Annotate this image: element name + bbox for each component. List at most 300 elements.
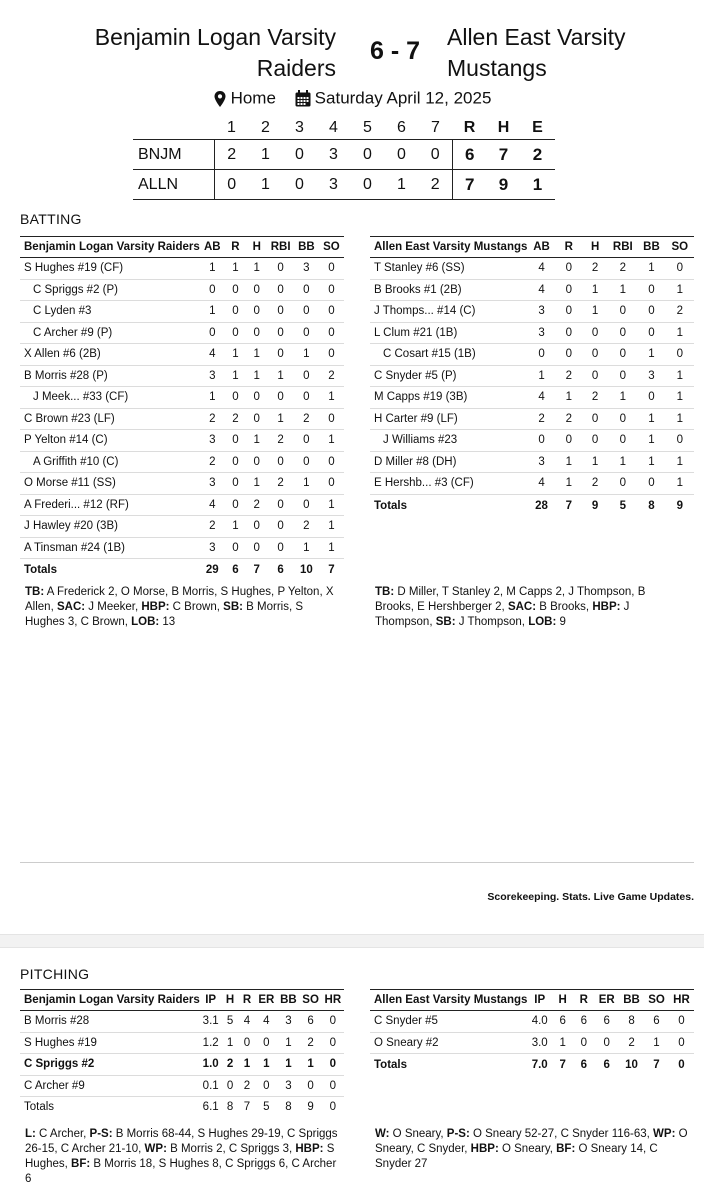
stat-cell: 0 xyxy=(669,1032,694,1054)
stat-cell: 1 xyxy=(319,537,344,559)
player-name: L Clum #21 (1B) xyxy=(370,322,527,344)
stat-cell: 1 xyxy=(527,365,555,387)
note-label: HBP: xyxy=(592,601,621,613)
player-name: S Hughes #19 xyxy=(20,1032,200,1054)
column-header-so: SO xyxy=(644,990,669,1011)
player-name: B Morris #28 xyxy=(20,1011,200,1033)
hits-total: 9 xyxy=(487,170,521,200)
stat-cell: 2 xyxy=(582,258,608,280)
note-label: SB: xyxy=(223,601,243,613)
totals-cell: 8 xyxy=(637,494,665,517)
stat-cell: 0 xyxy=(608,430,637,452)
stat-cell: 1 xyxy=(556,387,582,409)
stat-cell: 1 xyxy=(277,1032,299,1054)
player-name: O Morse #11 (SS) xyxy=(20,473,200,495)
player-name: E Hershb... #3 (CF) xyxy=(370,473,527,495)
stat-cell: 3 xyxy=(200,365,225,387)
inning-4-header: 4 xyxy=(329,119,338,136)
stat-cell: 3 xyxy=(527,301,555,323)
totals-cell: 7 xyxy=(556,494,582,517)
note-label: W: xyxy=(375,1128,390,1140)
away-team-name xyxy=(447,22,697,84)
column-header-bb: BB xyxy=(637,237,665,258)
column-header-rbi: RBI xyxy=(608,237,637,258)
note-text: B Morris 18, S Hughes 8, C Spriggs 6, C Archer 6 xyxy=(25,1158,337,1185)
inning-7-header: 7 xyxy=(431,119,440,136)
stat-cell: 4 xyxy=(200,344,225,366)
stat-cell: 0 xyxy=(267,537,293,559)
stat-cell: 1 xyxy=(246,473,267,495)
note-label: TB: xyxy=(25,586,45,598)
team-name-header: Benjamin Logan Varsity Raiders xyxy=(20,237,200,258)
stat-cell: 1 xyxy=(267,365,293,387)
stat-cell: 0 xyxy=(319,473,344,495)
table-row xyxy=(370,344,694,366)
stat-cell: 0 xyxy=(267,494,293,516)
stat-cell: 0 xyxy=(527,344,555,366)
pitching-notes-home xyxy=(25,1127,345,1187)
stat-cell: 1 xyxy=(666,473,694,495)
stat-cell: 1 xyxy=(200,258,225,280)
stat-cell: 2 xyxy=(294,516,319,538)
stat-cell: 0 xyxy=(319,279,344,301)
game-date: Saturday April 12, 2025 xyxy=(314,88,492,108)
totals-cell: 5 xyxy=(255,1097,277,1118)
stat-cell: 0 xyxy=(608,301,637,323)
stat-cell: 0 xyxy=(608,365,637,387)
stat-cell: 1 xyxy=(582,301,608,323)
player-name: A Frederi... #12 (RF) xyxy=(20,494,200,516)
pitching-table-home xyxy=(20,989,344,1118)
player-name: X Allen #6 (2B) xyxy=(20,344,200,366)
note-text: O Sneary 14, C Snyder 27 xyxy=(375,1143,658,1170)
stat-cell: 2 xyxy=(582,473,608,495)
stat-cell: 1 xyxy=(666,387,694,409)
column-header-h: H xyxy=(582,237,608,258)
stat-cell: 0 xyxy=(225,430,246,452)
stat-cell: 1 xyxy=(608,387,637,409)
stat-cell: 0 xyxy=(267,279,293,301)
column-header-er: ER xyxy=(255,990,277,1011)
stat-cell: 0 xyxy=(319,301,344,323)
stat-cell: 1 xyxy=(225,516,246,538)
note-text: C Archer, xyxy=(35,1128,90,1140)
totals-label: Totals xyxy=(20,559,200,582)
table-row xyxy=(370,1032,694,1054)
venue-label: Home xyxy=(230,88,276,108)
batting-notes-home xyxy=(25,585,335,630)
note-text: J Thompson, xyxy=(455,616,529,628)
stat-cell: 1 xyxy=(255,1054,277,1076)
stat-cell: 0 xyxy=(608,322,637,344)
stat-cell: 0 xyxy=(594,1032,619,1054)
table-row xyxy=(20,451,344,473)
stat-cell: 2 xyxy=(608,258,637,280)
note-text: 9 xyxy=(556,616,566,628)
column-header-r: R xyxy=(225,237,246,258)
linescore-row-away xyxy=(133,170,555,200)
stat-cell: 1 xyxy=(267,408,293,430)
stat-cell: 1 xyxy=(319,430,344,452)
stat-cell: 0 xyxy=(246,537,267,559)
stat-cell: 1 xyxy=(294,344,319,366)
stat-cell: 0 xyxy=(225,301,246,323)
home-team-name-line2: Raiders xyxy=(256,55,336,81)
stat-cell: 4.0 xyxy=(527,1011,552,1033)
inning-score: 2 xyxy=(215,140,249,170)
table-header-row xyxy=(20,990,344,1011)
column-header-bb: BB xyxy=(619,990,644,1011)
team-name-header: Allen East Varsity Mustangs xyxy=(370,237,527,258)
stat-cell: 0 xyxy=(637,279,665,301)
stat-cell: 2 xyxy=(319,365,344,387)
stat-cell: 0 xyxy=(608,344,637,366)
totals-cell: 6 xyxy=(225,559,246,582)
note-label: SAC: xyxy=(507,601,537,613)
note-text: 13 xyxy=(159,616,176,628)
stat-cell: 4 xyxy=(527,279,555,301)
column-header-hr: HR xyxy=(669,990,694,1011)
totals-row xyxy=(370,494,694,517)
stat-cell: 3 xyxy=(527,322,555,344)
totals-cell: 7.0 xyxy=(527,1054,552,1077)
stat-cell: 6 xyxy=(573,1011,594,1033)
totals-cell: 10 xyxy=(619,1054,644,1077)
player-name: P Yelton #14 (C) xyxy=(20,430,200,452)
stat-cell: 2 xyxy=(582,387,608,409)
stat-cell: 0 xyxy=(294,301,319,323)
stat-cell: 0 xyxy=(225,494,246,516)
note-text: J Meeker, xyxy=(85,601,142,613)
player-name: J Hawley #20 (3B) xyxy=(20,516,200,538)
stat-cell: 1 xyxy=(666,279,694,301)
totals-cell: 8 xyxy=(277,1097,299,1118)
note-text: A Frederick 2, O Morse, B Morris, S Hughes, P Yelton, X Allen, xyxy=(25,586,334,613)
column-header-ab: AB xyxy=(527,237,555,258)
table-row xyxy=(20,1054,344,1076)
inning-score: 0 xyxy=(351,170,385,200)
stat-cell: 0 xyxy=(246,279,267,301)
stat-cell: 0 xyxy=(267,451,293,473)
inning-score: 1 xyxy=(249,140,283,170)
stat-cell: 2 xyxy=(200,516,225,538)
stat-cell: 8 xyxy=(619,1011,644,1033)
page-break-band xyxy=(0,934,704,948)
note-text: O Sneary, C Snyder, xyxy=(375,1128,688,1155)
stat-cell: 1 xyxy=(666,408,694,430)
stat-cell: 1 xyxy=(225,258,246,280)
stat-cell: 0 xyxy=(267,387,293,409)
stat-cell: 0 xyxy=(669,1011,694,1033)
totals-cell: 7 xyxy=(552,1054,573,1077)
stat-cell: 3 xyxy=(527,451,555,473)
table-row xyxy=(370,301,694,323)
inning-score: 3 xyxy=(317,140,351,170)
note-label: BF: xyxy=(556,1143,576,1155)
stat-cell: 0 xyxy=(556,301,582,323)
totals-cell: 6 xyxy=(594,1054,619,1077)
player-name: J Meek... #33 (CF) xyxy=(20,387,200,409)
stat-cell: 1.2 xyxy=(200,1032,222,1054)
stat-cell: 2 xyxy=(556,365,582,387)
footer-tagline: Scorekeeping. Stats. Live Game Updates. xyxy=(487,891,694,903)
column-header-er: ER xyxy=(594,990,619,1011)
stat-cell: 0 xyxy=(608,408,637,430)
totals-cell: 7 xyxy=(246,559,267,582)
stat-cell: 1 xyxy=(239,1054,256,1076)
errors-total: 1 xyxy=(521,170,555,200)
inning-3-header: 3 xyxy=(295,119,304,136)
player-name: C Archer #9 (P) xyxy=(20,322,200,344)
stat-cell: 1 xyxy=(637,430,665,452)
stat-cell: 1 xyxy=(582,279,608,301)
runs-header: R xyxy=(463,119,476,136)
table-row xyxy=(20,537,344,559)
stat-cell: 0 xyxy=(319,322,344,344)
stat-cell: 2 xyxy=(556,408,582,430)
away-team-name-line1: Allen East Varsity xyxy=(447,24,626,50)
note-text: S Hughes, xyxy=(25,1143,335,1170)
inning-score: 1 xyxy=(385,170,419,200)
table-row xyxy=(20,258,344,280)
stat-cell: 0 xyxy=(255,1032,277,1054)
player-name: C Snyder #5 (P) xyxy=(370,365,527,387)
column-header-h: H xyxy=(552,990,573,1011)
stat-cell: 1 xyxy=(246,365,267,387)
totals-cell: 9 xyxy=(582,494,608,517)
note-text: B Morris 68-44, S Hughes 29-19, C Spriggs 26-15, C Archer 21-10, xyxy=(25,1128,338,1155)
stat-cell: 0 xyxy=(556,258,582,280)
column-header-bb: BB xyxy=(294,237,319,258)
column-header-h: H xyxy=(246,237,267,258)
column-header-r: R xyxy=(239,990,256,1011)
player-name: J Williams #23 xyxy=(370,430,527,452)
column-header-bb: BB xyxy=(277,990,299,1011)
stat-cell: 0 xyxy=(225,322,246,344)
stat-cell: 0 xyxy=(608,473,637,495)
stat-cell: 2 xyxy=(239,1075,256,1097)
stat-cell: 0 xyxy=(319,408,344,430)
totals-row xyxy=(20,559,344,582)
note-label: HBP: xyxy=(295,1143,324,1155)
stat-cell: 1 xyxy=(300,1054,322,1076)
stat-cell: 0 xyxy=(267,322,293,344)
player-name: B Brooks #1 (2B) xyxy=(370,279,527,301)
stat-cell: 1 xyxy=(637,258,665,280)
stat-cell: 0 xyxy=(319,451,344,473)
table-row xyxy=(20,430,344,452)
table-row xyxy=(20,1032,344,1054)
table-row xyxy=(370,473,694,495)
stat-cell: 0 xyxy=(225,279,246,301)
totals-cell: 0 xyxy=(322,1097,344,1118)
column-header-so: SO xyxy=(319,237,344,258)
totals-cell: 6 xyxy=(573,1054,594,1077)
stat-cell: 0 xyxy=(556,279,582,301)
column-header-ab: AB xyxy=(200,237,225,258)
column-header-rbi: RBI xyxy=(267,237,293,258)
stat-cell: 0 xyxy=(573,1032,594,1054)
stat-cell: 2 xyxy=(267,430,293,452)
section-divider xyxy=(20,862,694,863)
inning-1-header: 1 xyxy=(227,119,236,136)
team-name-header: Allen East Varsity Mustangs xyxy=(370,990,527,1011)
player-name: C Spriggs #2 (P) xyxy=(20,279,200,301)
pitching-notes-away xyxy=(375,1127,690,1172)
note-label: HBP: xyxy=(470,1143,499,1155)
totals-cell: 9 xyxy=(300,1097,322,1118)
totals-row xyxy=(370,1054,694,1077)
stat-cell: 1 xyxy=(294,537,319,559)
note-text: B Brooks, xyxy=(536,601,593,613)
stat-cell: 0 xyxy=(200,322,225,344)
player-name: J Thomps... #14 (C) xyxy=(370,301,527,323)
linescore-header-row xyxy=(133,117,555,140)
stat-cell: 4 xyxy=(527,258,555,280)
totals-cell: 10 xyxy=(294,559,319,582)
totals-cell: 7 xyxy=(644,1054,669,1077)
stat-cell: 0 xyxy=(294,430,319,452)
stat-cell: 0 xyxy=(666,258,694,280)
note-label: WP: xyxy=(144,1143,167,1155)
note-label: L: xyxy=(25,1128,36,1140)
table-row xyxy=(370,322,694,344)
stat-cell: 2 xyxy=(300,1032,322,1054)
stat-cell: 1 xyxy=(556,451,582,473)
stat-cell: 0 xyxy=(637,301,665,323)
totals-cell: 28 xyxy=(527,494,555,517)
player-name: O Sneary #2 xyxy=(370,1032,527,1054)
stat-cell: 0 xyxy=(246,408,267,430)
errors-header: E xyxy=(532,119,543,136)
table-row xyxy=(20,1075,344,1097)
note-label: P-S: xyxy=(89,1128,113,1140)
totals-cell: 7 xyxy=(239,1097,256,1118)
table-row xyxy=(370,408,694,430)
stat-cell: 0 xyxy=(267,258,293,280)
away-team-name-line2: Mustangs xyxy=(447,55,547,81)
note-label: SB: xyxy=(435,616,456,628)
table-row xyxy=(370,279,694,301)
stat-cell: 0 xyxy=(267,344,293,366)
note-text: B Morris 2, C Spriggs 3, xyxy=(166,1143,296,1155)
stat-cell: 1.0 xyxy=(200,1054,222,1076)
table-row xyxy=(370,430,694,452)
note-label: LOB: xyxy=(131,616,160,628)
stat-cell: 0 xyxy=(246,301,267,323)
stat-cell: 0 xyxy=(582,322,608,344)
inning-5-header: 5 xyxy=(363,119,372,136)
totals-cell: 6 xyxy=(267,559,293,582)
stat-cell: 0 xyxy=(322,1075,344,1097)
stat-cell: 3 xyxy=(294,258,319,280)
stat-cell: 1 xyxy=(225,344,246,366)
column-header-hr: HR xyxy=(322,990,344,1011)
game-info xyxy=(0,88,704,109)
stat-cell: 0 xyxy=(294,387,319,409)
stat-cell: 0 xyxy=(255,1075,277,1097)
stat-cell: 3 xyxy=(200,430,225,452)
note-label: BF: xyxy=(71,1158,91,1170)
linescore-row-home xyxy=(133,140,555,170)
stat-cell: 3.0 xyxy=(527,1032,552,1054)
table-row xyxy=(370,1011,694,1033)
stat-cell: 4 xyxy=(239,1011,256,1033)
linescore-table xyxy=(133,117,555,200)
stat-cell: 2 xyxy=(225,408,246,430)
runs-total: 7 xyxy=(453,170,487,200)
player-name: C Archer #9 xyxy=(20,1075,200,1097)
stat-cell: 0 xyxy=(637,473,665,495)
hits-total: 7 xyxy=(487,140,521,170)
stat-cell: 0 xyxy=(246,516,267,538)
note-label: P-S: xyxy=(446,1128,470,1140)
stat-cell: 0 xyxy=(666,344,694,366)
column-header-so: SO xyxy=(300,990,322,1011)
totals-cell: 5 xyxy=(608,494,637,517)
totals-cell: 9 xyxy=(666,494,694,517)
team-name-header: Benjamin Logan Varsity Raiders xyxy=(20,990,200,1011)
stat-cell: 1 xyxy=(319,516,344,538)
stat-cell: 0 xyxy=(225,537,246,559)
stat-cell: 3.1 xyxy=(200,1011,222,1033)
table-row xyxy=(20,494,344,516)
batting-table-away xyxy=(370,236,694,517)
stat-cell: 1 xyxy=(294,473,319,495)
table-row xyxy=(370,451,694,473)
location-pin-icon xyxy=(213,91,227,107)
column-header-ip: IP xyxy=(200,990,222,1011)
stat-cell: 1 xyxy=(637,451,665,473)
stat-cell: 1 xyxy=(666,322,694,344)
note-text: B Morris, S Hughes 3, C Brown, xyxy=(25,601,304,628)
player-name: C Snyder #5 xyxy=(370,1011,527,1033)
stat-cell: 1 xyxy=(637,408,665,430)
player-name: C Spriggs #2 xyxy=(20,1054,200,1076)
totals-label: Totals xyxy=(20,1097,200,1118)
player-name: M Capps #19 (3B) xyxy=(370,387,527,409)
note-label: SAC: xyxy=(56,601,86,613)
stat-cell: 1 xyxy=(200,387,225,409)
stat-cell: 0 xyxy=(666,430,694,452)
totals-label: Totals xyxy=(370,494,527,517)
stat-cell: 2 xyxy=(200,408,225,430)
table-row xyxy=(20,408,344,430)
batting-table-home xyxy=(20,236,344,581)
stat-cell: 1 xyxy=(200,301,225,323)
stat-cell: 0 xyxy=(319,258,344,280)
player-name: A Griffith #10 (C) xyxy=(20,451,200,473)
table-row xyxy=(20,301,344,323)
totals-row xyxy=(20,1097,344,1118)
team-abbr: BNJM xyxy=(133,140,215,170)
stat-cell: 2 xyxy=(200,451,225,473)
player-name: C Lyden #3 xyxy=(20,301,200,323)
table-row xyxy=(20,473,344,495)
stat-cell: 2 xyxy=(527,408,555,430)
linescore-corner xyxy=(133,117,215,140)
stat-cell: 0 xyxy=(582,344,608,366)
stat-cell: 6 xyxy=(552,1011,573,1033)
stat-cell: 0 xyxy=(267,516,293,538)
stat-cell: 0 xyxy=(246,322,267,344)
player-name: C Brown #23 (LF) xyxy=(20,408,200,430)
stat-cell: 0 xyxy=(300,1075,322,1097)
stat-cell: 0 xyxy=(637,387,665,409)
totals-cell: 0 xyxy=(669,1054,694,1077)
inning-score: 0 xyxy=(351,140,385,170)
stat-cell: 1 xyxy=(319,387,344,409)
